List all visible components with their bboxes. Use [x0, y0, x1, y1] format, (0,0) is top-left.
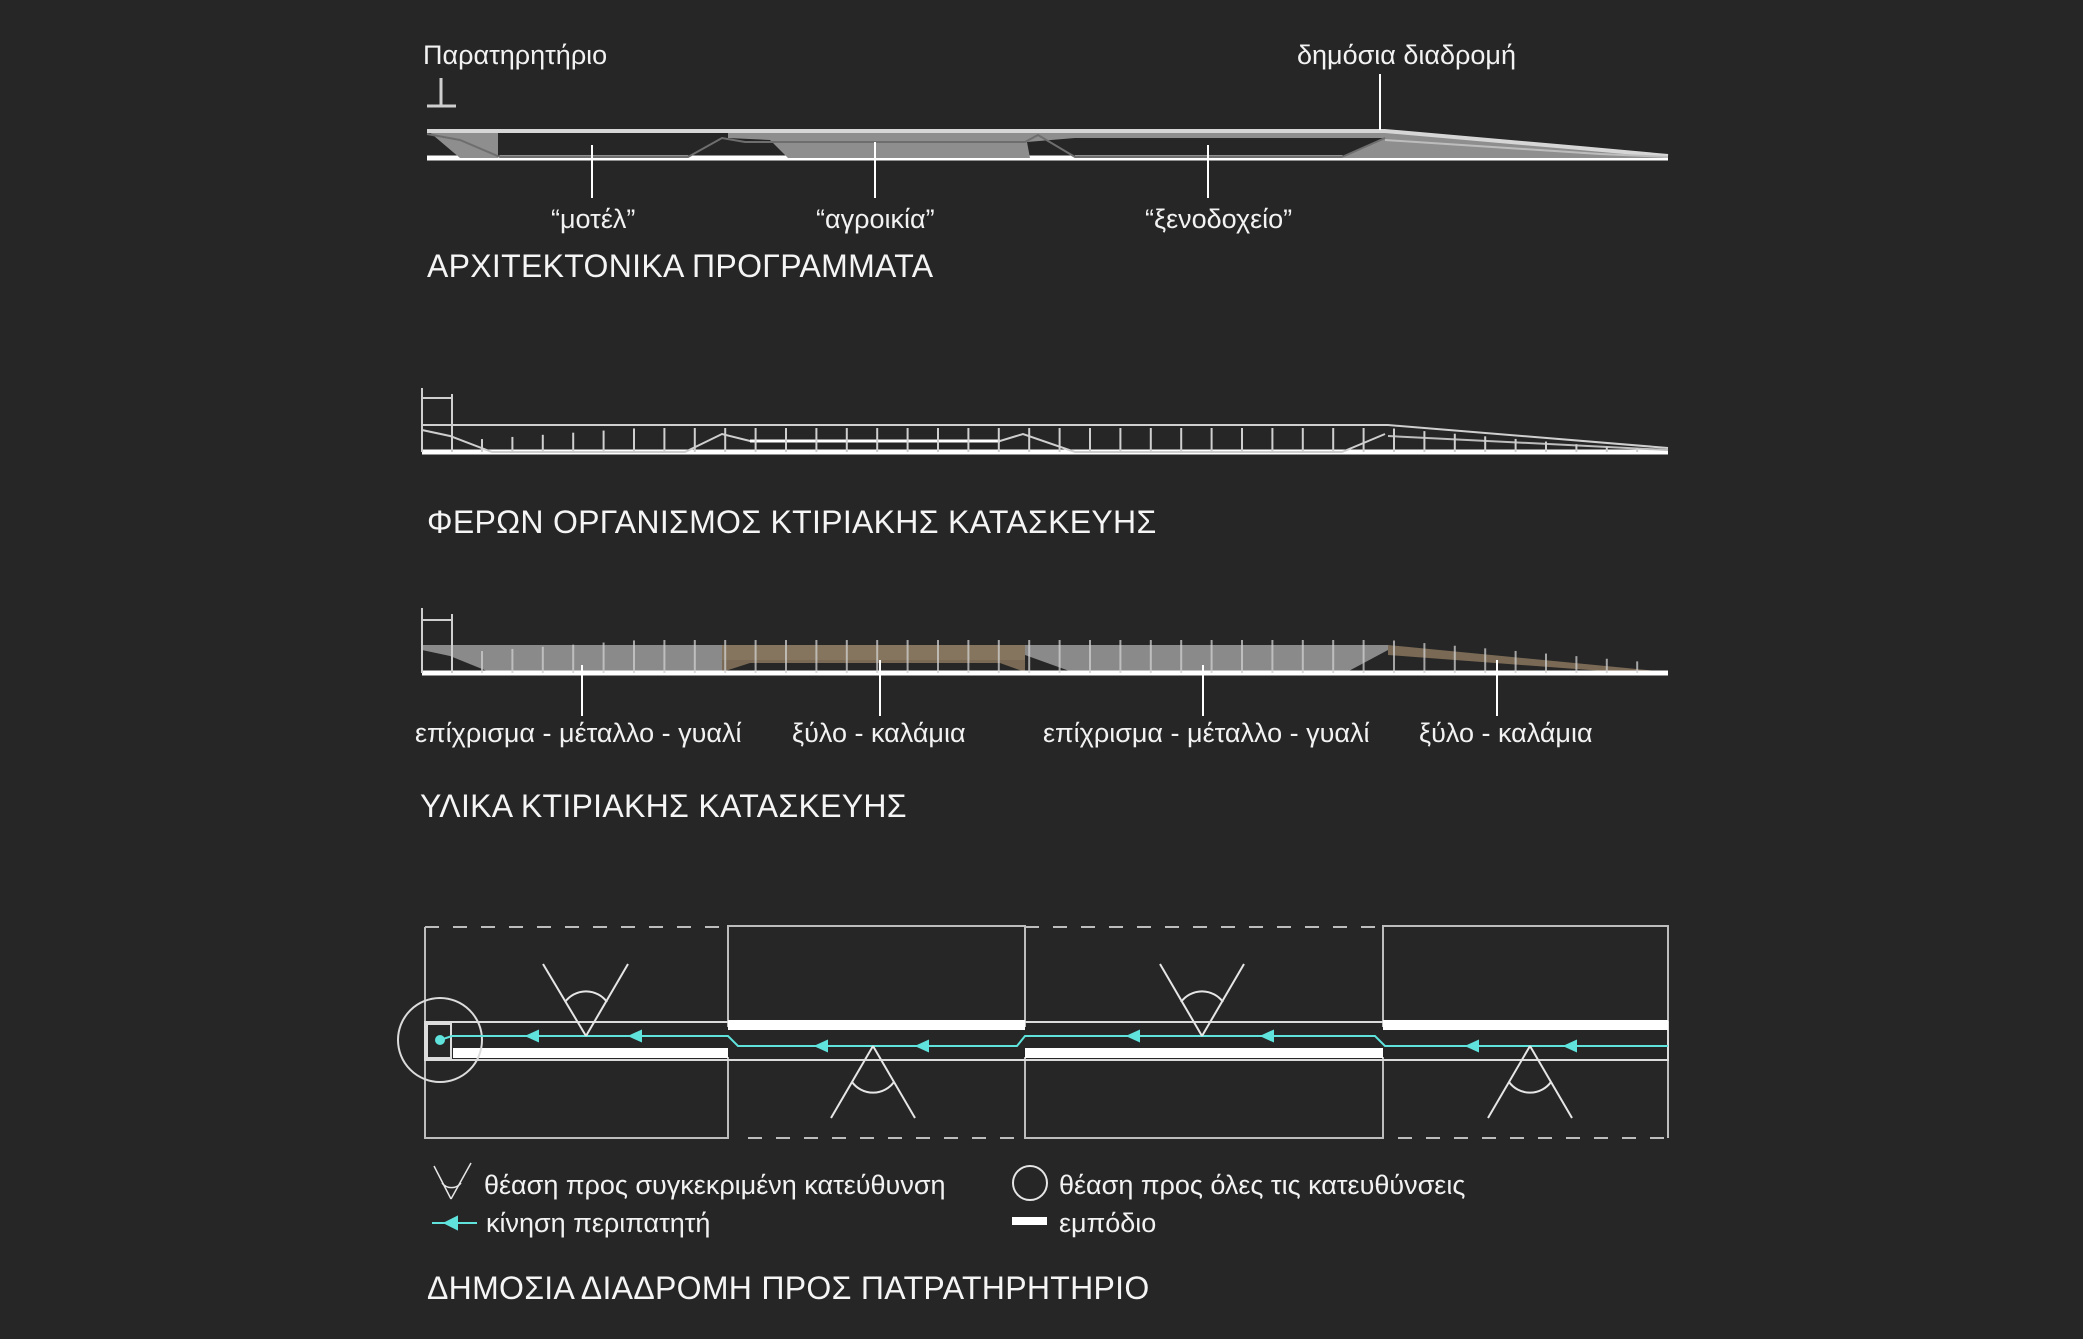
motel-label: “μοτέλ”	[551, 204, 636, 234]
legend-walk-label: κίνηση περιπατητή	[486, 1208, 711, 1238]
obstacle	[1383, 1020, 1668, 1030]
hotel-label: “ξενοδοχείο”	[1145, 204, 1293, 234]
legend-obstacle-label: εμπόδιο	[1059, 1208, 1157, 1238]
walk-arrow	[917, 1041, 928, 1051]
directional-view-icon	[831, 1046, 915, 1118]
room-farmhouse	[728, 926, 1025, 1026]
section3-title: ΥΛΙΚΑ ΚΤΙΡΙΑΚΗΣ ΚΑΤΑΣΚΕΥΗΣ	[420, 788, 907, 824]
legend-directional-view-label: θέαση προς συγκεκριμένη κατεύθυνση	[484, 1170, 946, 1200]
obstacle	[1025, 1048, 1383, 1058]
legend-obstacle-icon	[1012, 1217, 1047, 1225]
public-route-label: δημόσια διαδρομή	[1297, 40, 1517, 70]
observatory-label: Παρατηρητήριο	[423, 40, 608, 70]
walk-arrow	[1467, 1041, 1478, 1051]
walk-arrow	[1128, 1031, 1139, 1041]
walk-arrow	[816, 1041, 827, 1051]
section4-title: ΔΗΜΟΣΙΑ ΔΙΑΔΡΟΜΗ ΠΡΟΣ ΠΑΤΡΑΤΗΡΗΤΗΡΙΟ	[427, 1270, 1150, 1306]
material-3-label: επίχρισμα - μέταλλο - γυαλί	[1043, 718, 1370, 748]
room-middle-lower	[1025, 1057, 1383, 1138]
walk-arrow	[630, 1031, 641, 1041]
directional-view-icon	[1488, 1046, 1572, 1118]
farmhouse-label: “αγροικία”	[816, 204, 935, 234]
legend-walk-icon	[432, 1217, 477, 1229]
section1-title: ΑΡΧΙΤΕΚΤΟΝΙΚΑ ΠΡΟΓΡΑΜΜΑΤΑ	[427, 248, 934, 284]
legend-all-directions-label: θέαση προς όλες τις κατευθύνσεις	[1059, 1170, 1466, 1200]
obstacle	[728, 1020, 1025, 1030]
walk-arrow	[1565, 1041, 1576, 1051]
room-hotel	[1383, 926, 1668, 1026]
directional-view-icon	[1160, 964, 1244, 1036]
room-motel	[425, 927, 728, 1138]
material-1-label: επίχρισμα - μέταλλο - γυαλί	[415, 718, 742, 748]
section2-title: ΦΕΡΩΝ ΟΡΓΑΝΙΣΜΟΣ ΚΤΙΡΙΑΚΗΣ ΚΑΤΑΣΚΕΥΗΣ	[427, 504, 1157, 540]
material-4-label: ξύλο - καλάμια	[1419, 718, 1593, 748]
walk-start-point	[436, 1036, 444, 1044]
walk-path-line	[440, 1036, 1668, 1046]
walk-arrow	[527, 1031, 538, 1041]
obstacle	[453, 1048, 728, 1058]
legend-all-directions-icon	[1013, 1166, 1047, 1200]
directional-view-icon	[543, 964, 628, 1036]
material-2-label: ξύλο - καλάμια	[792, 718, 966, 748]
legend-directional-view-icon	[434, 1163, 471, 1199]
walk-arrow	[1262, 1031, 1273, 1041]
